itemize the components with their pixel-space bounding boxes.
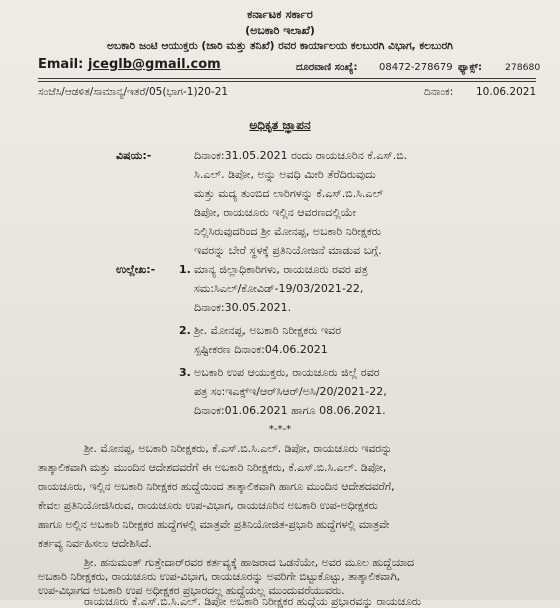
reference-line: ದಿನಾಂಕ:30.05.2021. [194, 301, 292, 314]
reference-line: ಅಬಕಾರಿ ಉಪ ಆಯುಕ್ತರು, ರಾಯಚೂರು ಜಿಲ್ಲೆ ರವರ [194, 366, 380, 379]
paragraph-line: ಶ್ರೀ. ಮೋನಪ್ಪ, ಅಬಕಾರಿ ನಿರೀಕ್ಷಕರು, ಕೆ.ಎಸ್.ಬಿ.ಸಿ.ಎಲ್. ಡಿಪೋ, ರಾಯಚೂರು ಇವರನ್ನು [84, 442, 392, 455]
reference-line: ಮಾನ್ಯ ಜಿಲ್ಲಾಧಿಕಾರಿಗಳು, ರಾಯಚೂರು ರವರ ಪತ್ರ [194, 263, 368, 276]
email-label: Email: [38, 57, 84, 72]
header-divider [38, 78, 536, 79]
subject-line: ದಿನಾಂಕ:31.05.2021 ರಂದು ರಾಯಚೂರಿನ ಕೆ.ಎಸ್.ಬಿ. [194, 149, 408, 162]
paragraph-line: ಉಪ-ವಿಭಾಗದ ಅಬಕಾರಿ ಉಪ ಅಧೀಕ್ಷಕರ ಪ್ರಭಾರದಲ್ಲ ಹುದ್ದೆಯಲ್ಲ ಮುಂದುವರೆಯುವರು. [38, 584, 345, 597]
reference-line: ಶ್ರೀ. ಮೋನಪ್ಪ, ಅಬಕಾರಿ ನಿರೀಕ್ಷಕರು ಇವರ [194, 324, 342, 337]
paragraph-line: ರಾಯಚೂರು, ಇಲ್ಲಿನ ಅಬಕಾರಿ ನಿರೀಕ್ಷಕರ ಹುದ್ದೆಯಿಂದ ತಾತ್ಕಾಲಿಕವಾಗಿ ಹಾಗೂ ಮುಂದಿನ ಆದೇಶದವರೆಗೆ, [38, 480, 395, 493]
subject-line: ನಿಲ್ಲಿಸಿರುವುದರಿಂದ ಶ್ರೀ ಮೋನಪ್ಪ, ಅಬಕಾರಿ ನಿರೀಕ್ಷಕರು [194, 225, 381, 238]
paragraph-line: ತಾತ್ಕಾಲಿಕವಾಗಿ ಮತ್ತು ಮುಂದಿನ ಆದೇಶದವರೆಗೆ ಈ ಅಬಕಾರಿ ನಿರೀಕ್ಷಕರು, ಕೆ.ಎಸ್.ಬಿ.ಸಿ.ಎಲ್. ಡಿಪೋ, [38, 461, 387, 474]
date-label: ದಿನಾಂಕ: [424, 86, 454, 98]
paragraph-line: ಕರ್ತವ್ಯ ನಿರ್ವಹಿಸಲು ಆದೇಶಿಸಿದೆ. [38, 537, 152, 550]
paragraph-line: ಕೇವಲ ಪ್ರತಿನಿಯೋಜಿಸಿರುವ, ರಾಯಚೂರು ಉಪ-ವಿಭಾಗ, ರಾಯಚೂರಿನ ಅಬಕಾರಿ ಉಪ-ಅಧೀಕ್ಷಕರು [38, 499, 378, 512]
subject-label: ವಿಷಯ:- [116, 149, 152, 162]
fax-label: ಫ್ಯಾಕ್ಸ್: [458, 62, 483, 73]
date-value: 10.06.2021 [476, 86, 537, 98]
fax-number: 278680 [505, 62, 541, 73]
reference-line: ಸ್ಪಷ್ಟೀಕರಣ ದಿನಾಂಕ:04.06.2021 [194, 343, 328, 356]
reference-line: ಪತ್ರ ಸಂ:ಇಎಕ್ಸ್‌ಇ/ಆರ್‌ಸಿಆರ್/ಅಸಿ/20/2021-22, [194, 385, 387, 398]
subject-line: ಸಿ.ಎಲ್. ಡಿಪೋ, ಅನ್ನು ಅವಧಿ ಮೀರಿ ತೆರೆದಿರುವುದು [194, 168, 376, 181]
reference-line: ದಿನಾಂಕ:01.06.2021 ಹಾಗೂ 08.06.2021. [194, 404, 386, 417]
references-label: ಉಲ್ಲೇಖ:- [116, 263, 156, 276]
reference-number-3: 3. [179, 366, 191, 379]
reference-number-1: 1. [179, 263, 191, 276]
memo-title: ಅಧಿಕೃತ ಜ್ಞಾಪನ [249, 118, 311, 132]
reference-number: ಸಂಜೆಸಿ/ಆಡಳಿತ/ಸಾಮಾನ್ಯ/ಇತರೆ/05(ಭಾಗ-1)20-21 [38, 86, 229, 98]
paragraph-line: ರಾಯಚೂರು ಕೆ.ಎಸ್.ಬಿ.ಸಿ.ಎಲ್. ಡಿಪೋ ಅಬಕಾರಿ ನಿರೀಕ್ಷಕರ ಹುದ್ದೆಯ ಪ್ರಭಾರವನ್ನು ರಾಯಚೂರು [84, 595, 422, 608]
subject-line: ಮತ್ತು ಮದ್ಯ ತುಂಬಿದ ಲಾರಿಗಳನ್ನು ಕೆ.ಎಸ್.ಬಿ.ಸಿ.ಎಲ್ [194, 187, 384, 200]
govt-heading: ಕರ್ನಾಟಕ ಸರ್ಕಾರ [247, 7, 313, 21]
paragraph-line: ಅಬಕಾರಿ ನಿರೀಕ್ಷಕರು, ರಾಯಚೂರು ಉಪ-ವಿಭಾಗ, ರಾಯಚೂರನ್ನು ಅವರಿಗೇ ಬಿಟ್ಟುಕೊಟ್ಟು, ತಾತ್ಕಾಲಿಕವಾಗಿ, [38, 570, 401, 583]
email-link[interactable]: jceglb@gmail.com [88, 57, 221, 72]
phone-label: ದೂರವಾಣಿ ಸಂಖ್ಯೆ: [296, 62, 358, 73]
subject-line: ಡಿಪೋ, ರಾಯಚೂರು ಇಲ್ಲಿನ ಆವರಣದಲ್ಲಿಯೇ [194, 206, 357, 219]
section-separator: *-*-* [268, 424, 292, 435]
paragraph-line: ಶ್ರೀ. ಹನುಮಂತ್ ಗುತ್ತೇದಾರ್‌ರವರ ಕರ್ತವ್ಯಕ್ಕೆ ಹಾಜರಾದ ಒಡನೆಯೇ, ಅವರ ಮೂಲ ಹುದ್ದೆಯಾದ [84, 556, 415, 569]
paragraph-line: ಹಾಗೂ ಅಲ್ಲಿನ ಅಬಕಾರಿ ನಿರೀಕ್ಷಕರ ಹುದ್ದೆಗಳಲ್ಲಿ ಮಾತ್ರವೇ ಪ್ರತಿನಿಯೋಜಿತ-ಪ್ರಭಾರಿ ಹುದ್ದೆಗಳಲ್ಲಿ ಮಾತ್ರವೇ [38, 518, 390, 531]
header-divider-2 [38, 81, 536, 82]
reference-number-2: 2. [179, 324, 191, 337]
dept-heading: (ಅಬಕಾರಿ ಇಲಾಖೆ) [245, 24, 315, 37]
office-heading: ಅಬಕಾರಿ ಜಂಟಿ ಆಯುಕ್ತರು (ಜಾರಿ ಮತ್ತು ತನಿಖೆ) ರವರ ಕಾರ್ಯಾಲಯ ಕಲಬುರಗಿ ವಿಭಾಗ, ಕಲಬುರಗಿ [107, 40, 453, 52]
subject-line: ಇವರನ್ನು ಬೇರೆ ಸ್ಥಳಕ್ಕೆ ಪ್ರತಿನಿಯೋಜನೆ ಮಾಡುವ ಬಗ್ಗೆ. [194, 244, 382, 257]
reference-line: ಸಮ:ಸಿಎಲ್/ಕೋವಿಡ್-19/03/2021-22, [194, 282, 364, 295]
phone-number: 08472-278679 [379, 62, 453, 73]
